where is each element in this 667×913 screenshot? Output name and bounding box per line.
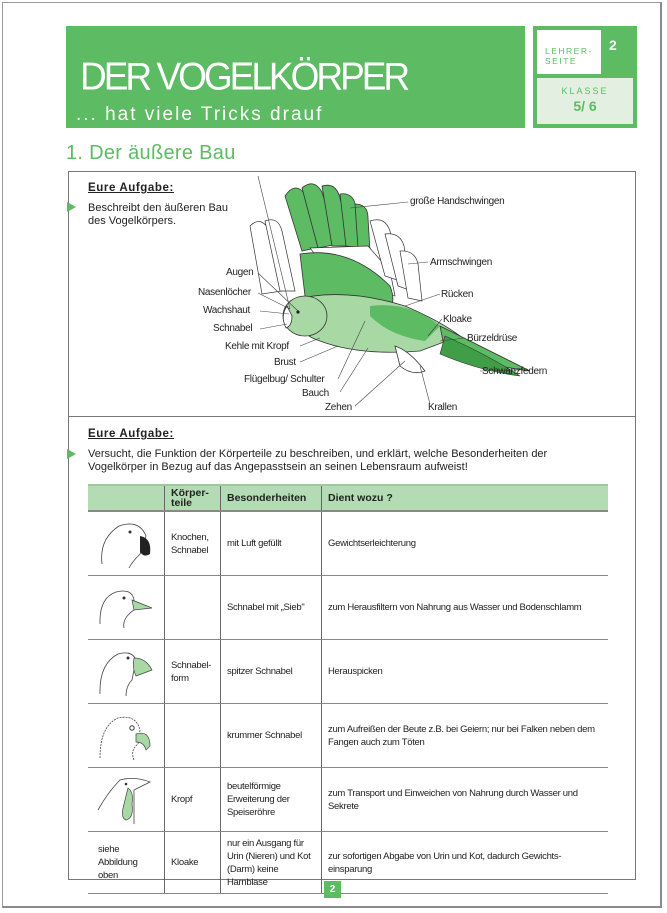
label-zehen: Zehen <box>325 402 352 413</box>
cell-teil: Kropf <box>165 768 221 832</box>
header-banner <box>66 26 525 128</box>
cell-zweck: Herauspicken <box>322 640 609 704</box>
falcon-head-icon <box>88 704 165 768</box>
task1-text: Beschreibt den äußeren Bau des Vogelkörpers. <box>88 202 229 227</box>
crop-bird-head-icon <box>88 768 165 832</box>
label-grosse-handschwingen: große Handschwingen <box>410 196 505 207</box>
cell-zweck: zum Herausfiltern von Nahrung aus Wasser und Bodenschlamm <box>322 576 609 640</box>
cell-besonderheit: beutelförmige Erweiterung der Speiseröhre <box>221 768 322 832</box>
page-type-label: LEHRER- SEITE <box>545 46 593 66</box>
cell-teil: Schnabel-form <box>165 640 221 704</box>
parrot-head-icon <box>88 511 165 576</box>
label-fluegelbug: Flügelbug/ Schulter <box>244 374 325 385</box>
cell-besonderheit: spitzer Schnabel <box>221 640 322 704</box>
section-divider <box>68 416 636 417</box>
arrow-icon <box>67 202 76 212</box>
arrow-icon <box>67 449 76 459</box>
label-schwanzfedern: Schwanzfedern <box>482 366 548 377</box>
page-title: DER VOGELKÖRPER <box>80 54 408 98</box>
task2-heading: Eure Aufgabe: <box>88 428 174 440</box>
label-kehle-mit-kropf: Kehle mit Kropf <box>225 341 289 352</box>
cell-teil: Kloake <box>165 832 221 894</box>
finch-head-icon <box>88 640 165 704</box>
cell-besonderheit: krummer Schnabel <box>221 704 322 768</box>
cell-zweck: zum Aufreißen der Beute z.B. bei Geiern; nur bei Falken neben dem Fangen auch zum Töten <box>322 704 609 768</box>
class-box <box>537 78 633 124</box>
label-brust: Brust <box>274 357 296 368</box>
cell-zweck: zur sofortigen Abgabe von Urin und Kot, dadurch Gewichts-einsparung <box>322 832 609 894</box>
page-subtitle: ... hat viele Tricks drauf <box>76 104 324 125</box>
table-row <box>88 511 608 576</box>
features-table <box>88 484 608 894</box>
label-ruecken: Rücken <box>441 289 474 300</box>
footer-page-number: 2 <box>324 881 341 898</box>
label-wachshaut: Wachshaut <box>203 305 250 316</box>
label-krallen: Krallen <box>428 402 458 413</box>
task1-heading: Eure Aufgabe: <box>88 182 174 194</box>
table-row <box>88 704 608 768</box>
cell-besonderheit: nur ein Ausgang für Urin (Nieren) und Kot (Darm) keine Harnblase <box>221 832 322 894</box>
label-schnabel: Schnabel <box>213 323 253 334</box>
label-kloake: Kloake <box>443 314 472 325</box>
cell-besonderheit: mit Luft gefüllt <box>221 511 322 576</box>
class-value: 5/ 6 <box>573 98 597 114</box>
label-buerzeldruese: Bürzeldrüse <box>467 333 518 344</box>
label-nasenloecher: Nasenlöcher <box>198 287 251 298</box>
cell-image-text: siehe Abbildung oben <box>88 832 165 894</box>
cell-teil: Knochen, Schnabel <box>165 511 221 576</box>
bird-illustration <box>190 176 560 416</box>
label-augen: Augen <box>226 267 254 278</box>
table-header-row <box>88 485 608 511</box>
header-page-number: 2 <box>609 37 617 53</box>
table-row <box>88 576 608 640</box>
duck-head-icon <box>88 576 165 640</box>
class-label: KLASSE <box>561 86 609 96</box>
header-image <box>88 485 165 511</box>
header-besonderheiten: Besonderheiten <box>221 485 322 511</box>
cell-besonderheit: Schnabel mit „Sieb" <box>221 576 322 640</box>
section-title: 1. Der äußere Bau <box>66 142 236 164</box>
table-row <box>88 832 608 894</box>
table-row <box>88 768 608 832</box>
task2-text: Versucht, die Funktion der Körperteile zu beschreiben, und erklärt, welche Besonderheiten der Vogelkörper in Bezug auf das Angepasstsein an seinen Lebensraum aufweist! <box>88 448 548 473</box>
cell-zweck: zum Transport und Einweichen von Nahrung durch Wasser und Sekrete <box>322 768 609 832</box>
header-info-box <box>533 26 637 128</box>
cell-teil <box>165 576 221 640</box>
cell-zweck: Gewichtserleichterung <box>322 511 609 576</box>
label-armschwingen: Armschwingen <box>430 257 492 268</box>
label-bauch: Bauch <box>302 388 329 399</box>
header-koerperteile: Körper-teile <box>165 485 221 511</box>
cell-teil <box>165 704 221 768</box>
page-type-box <box>537 30 601 74</box>
table-row <box>88 640 608 704</box>
header-dient-wozu: Dient wozu ? <box>322 485 609 511</box>
